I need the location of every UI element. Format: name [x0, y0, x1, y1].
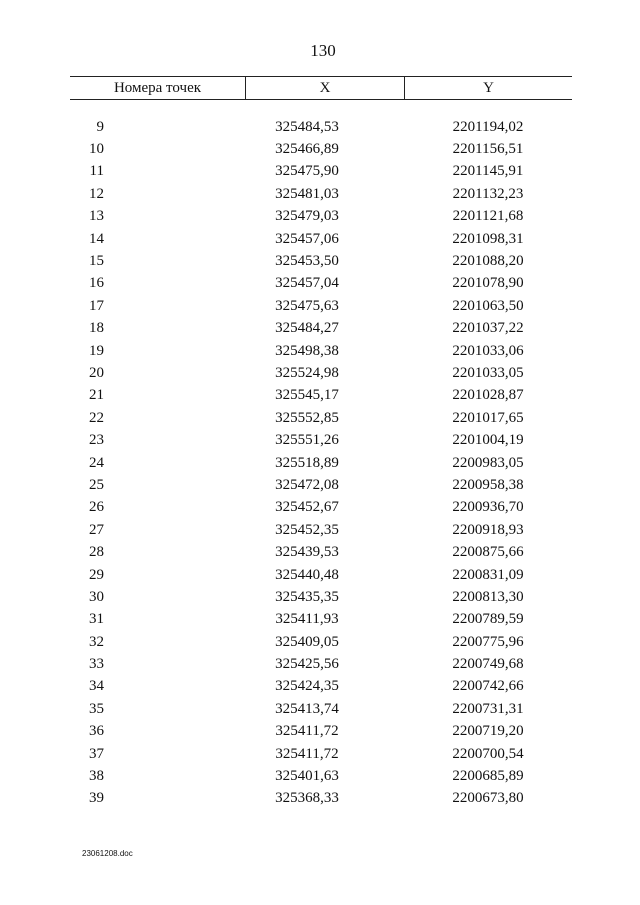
table-row — [70, 452, 572, 474]
table-row — [70, 653, 572, 675]
header-y: Y — [483, 79, 494, 96]
point-number: 16 — [89, 275, 104, 292]
point-number: 23 — [89, 432, 104, 449]
point-number: 34 — [89, 678, 104, 695]
page-number: 130 — [310, 41, 336, 60]
x-coordinate: 325551,26 — [275, 432, 339, 449]
x-coordinate: 325440,48 — [275, 566, 339, 583]
table-row — [70, 318, 572, 340]
y-coordinate: 2200875,66 — [452, 544, 524, 561]
y-coordinate: 2201121,68 — [452, 208, 524, 225]
point-number: 13 — [89, 208, 104, 225]
x-coordinate: 325401,63 — [275, 768, 339, 785]
point-number: 31 — [89, 611, 104, 628]
table-row — [70, 228, 572, 250]
point-number: 18 — [89, 320, 104, 337]
point-number: 29 — [89, 566, 104, 583]
y-coordinate: 2200749,68 — [452, 656, 524, 673]
y-coordinate: 2200731,31 — [452, 700, 524, 717]
table-row — [70, 138, 572, 160]
x-coordinate: 325411,93 — [275, 611, 339, 628]
y-coordinate: 2201063,50 — [452, 297, 524, 314]
x-coordinate: 325475,63 — [275, 297, 339, 314]
x-coordinate: 325479,03 — [275, 208, 339, 225]
y-coordinate: 2200958,38 — [452, 476, 524, 493]
table-row — [70, 586, 572, 608]
y-coordinate: 2200918,93 — [452, 521, 524, 538]
table-row — [70, 765, 572, 787]
y-coordinate: 2200700,54 — [452, 745, 524, 762]
y-coordinate: 2200685,89 — [452, 768, 524, 785]
x-coordinate: 325466,89 — [275, 141, 339, 158]
x-coordinate: 325452,35 — [275, 521, 339, 538]
y-coordinate: 2200789,59 — [452, 611, 524, 628]
point-number: 24 — [89, 454, 104, 471]
x-coordinate: 325452,67 — [275, 499, 339, 516]
y-coordinate: 2201033,06 — [452, 342, 524, 359]
y-coordinate: 2201004,19 — [452, 432, 524, 449]
point-number: 9 — [96, 118, 104, 135]
table-row — [70, 183, 572, 205]
point-number: 28 — [89, 544, 104, 561]
x-coordinate: 325552,85 — [275, 409, 339, 426]
y-coordinate: 2201132,23 — [452, 185, 524, 202]
point-number: 33 — [89, 656, 104, 673]
x-coordinate: 325518,89 — [275, 454, 339, 471]
table-row — [70, 362, 572, 384]
y-coordinate: 2200983,05 — [452, 454, 524, 471]
point-number: 14 — [89, 230, 104, 247]
table-row — [70, 497, 572, 519]
y-coordinate: 2200719,20 — [452, 723, 524, 740]
point-number: 38 — [89, 768, 104, 785]
y-coordinate: 2201028,87 — [452, 387, 524, 404]
x-coordinate: 325409,05 — [275, 633, 339, 650]
table-row — [70, 676, 572, 698]
table-row — [70, 564, 572, 586]
y-coordinate: 2200936,70 — [452, 499, 524, 516]
x-coordinate: 325411,72 — [275, 745, 339, 762]
x-coordinate: 325439,53 — [275, 544, 339, 561]
point-number: 36 — [89, 723, 104, 740]
table-row — [70, 474, 572, 496]
x-coordinate: 325545,17 — [275, 387, 339, 404]
x-coordinate: 325435,35 — [275, 588, 339, 605]
y-coordinate: 2200813,30 — [452, 588, 524, 605]
x-coordinate: 325457,06 — [275, 230, 339, 247]
table-row — [70, 788, 572, 810]
y-coordinate: 2201088,20 — [452, 253, 524, 270]
y-coordinate: 2201033,05 — [452, 364, 524, 381]
x-coordinate: 325524,98 — [275, 364, 339, 381]
footer-filename: 23061208.doc — [82, 849, 133, 858]
table-row — [70, 407, 572, 429]
point-number: 25 — [89, 476, 104, 493]
y-coordinate: 2201194,02 — [452, 118, 524, 135]
x-coordinate: 325425,56 — [275, 656, 339, 673]
coordinates-table-body — [70, 116, 572, 810]
y-coordinate: 2200673,80 — [452, 790, 524, 807]
y-coordinate: 2200831,09 — [452, 566, 524, 583]
x-coordinate: 325475,90 — [275, 163, 339, 180]
table-row — [70, 206, 572, 228]
header-x: X — [245, 77, 405, 99]
table-row — [70, 609, 572, 631]
table-row — [70, 116, 572, 138]
point-number: 20 — [89, 364, 104, 381]
y-coordinate: 2201145,91 — [452, 163, 524, 180]
table-header — [70, 76, 572, 100]
table-row — [70, 631, 572, 653]
y-coordinate: 2201037,22 — [452, 320, 524, 337]
point-number: 15 — [89, 253, 104, 270]
y-coordinate: 2201017,65 — [452, 409, 524, 426]
table-row — [70, 273, 572, 295]
x-coordinate: 325481,03 — [275, 185, 339, 202]
point-number: 21 — [89, 387, 104, 404]
x-coordinate: 325484,27 — [275, 320, 339, 337]
point-number: 26 — [89, 499, 104, 516]
table-row — [70, 698, 572, 720]
x-coordinate: 325457,04 — [275, 275, 339, 292]
x-coordinate: 325413,74 — [275, 700, 339, 717]
x-coordinate: 325411,72 — [275, 723, 339, 740]
x-coordinate: 325498,38 — [275, 342, 339, 359]
point-number: 17 — [89, 297, 104, 314]
y-coordinate: 2201156,51 — [452, 141, 524, 158]
point-number: 12 — [89, 185, 104, 202]
header-points: Номера точек — [113, 79, 202, 96]
table-row — [70, 429, 572, 451]
point-number: 32 — [89, 633, 104, 650]
table-row — [70, 295, 572, 317]
x-coordinate: 325472,08 — [275, 476, 339, 493]
point-number: 35 — [89, 700, 104, 717]
y-coordinate: 2201078,90 — [452, 275, 524, 292]
table-row — [70, 250, 572, 272]
point-number: 39 — [89, 790, 104, 807]
table-row — [70, 721, 572, 743]
x-coordinate: 325484,53 — [275, 118, 339, 135]
table-row — [70, 340, 572, 362]
point-number: 27 — [89, 521, 104, 538]
x-coordinate: 325368,33 — [275, 790, 339, 807]
table-row — [70, 161, 572, 183]
table-row — [70, 385, 572, 407]
point-number: 19 — [89, 342, 104, 359]
point-number: 30 — [89, 588, 104, 605]
y-coordinate: 2200775,96 — [452, 633, 524, 650]
point-number: 10 — [89, 141, 104, 158]
table-row — [70, 541, 572, 563]
x-coordinate: 325424,35 — [275, 678, 339, 695]
point-number: 11 — [89, 163, 104, 180]
point-number: 37 — [89, 745, 104, 762]
table-row — [70, 519, 572, 541]
x-coordinate: 325453,50 — [275, 253, 339, 270]
point-number: 22 — [89, 409, 104, 426]
table-row — [70, 743, 572, 765]
y-coordinate: 2200742,66 — [452, 678, 524, 695]
y-coordinate: 2201098,31 — [452, 230, 524, 247]
